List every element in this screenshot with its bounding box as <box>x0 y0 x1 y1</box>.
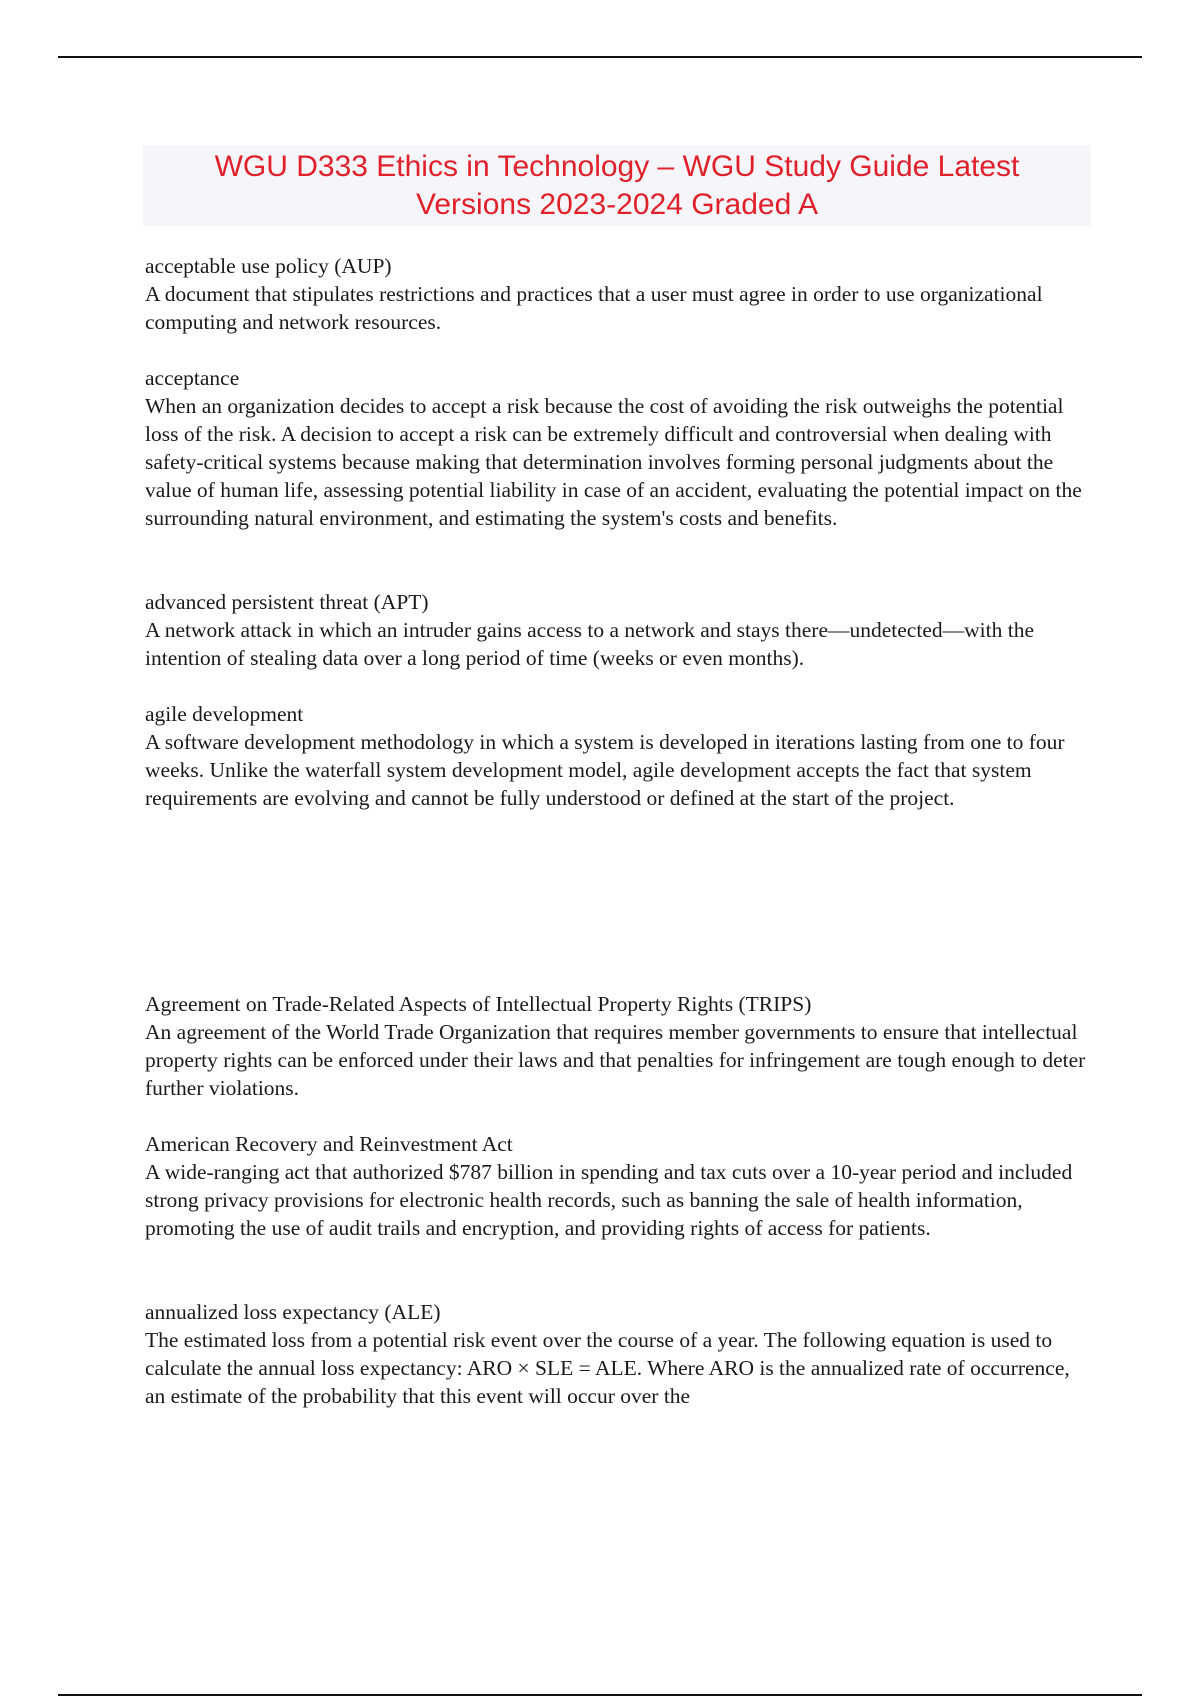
glossary-term: acceptance <box>145 366 240 390</box>
glossary-entry <box>145 588 1095 672</box>
glossary-definition: When an organization decides to accept a risk because the cost of avoiding the risk outweighs the potential loss of the risk. A decision to accept a risk can be extremely difficult and controversial when dealing with safety-critical systems because making that determination involves forming personal judgments about the value of human life, assessing potential liability in case of an accident, evaluating the potential impact on the surrounding natural environment, and estimating the system's costs and benefits. <box>145 394 1082 530</box>
glossary-term: acceptable use policy (AUP) <box>145 254 392 278</box>
glossary-definition: The estimated loss from a potential risk event over the course of a year. The following equation is used to calculate the annual loss expectancy: ARO × SLE = ALE. Where ARO is the annualized rate of occurrence, an estimate of the probability that this event will occur over the <box>145 1328 1070 1408</box>
document-title-banner <box>143 145 1091 226</box>
document-title-line-2: Versions 2023-2024 Graded A <box>416 187 818 221</box>
glossary-term: advanced persistent threat (APT) <box>145 590 429 614</box>
glossary-entry <box>145 1130 1095 1242</box>
glossary-entry <box>145 252 1095 336</box>
glossary-definition: An agreement of the World Trade Organization that requires member governments to ensure that intellectual property rights can be enforced under their laws and that penalties for infringement are tough enough to deter further violations. <box>145 1020 1086 1100</box>
glossary-term: American Recovery and Reinvestment Act <box>145 1132 513 1156</box>
glossary-term: annualized loss expectancy (ALE) <box>145 1300 441 1324</box>
document-title-line-1: WGU D333 Ethics in Technology – WGU Study Guide Latest <box>214 149 1020 183</box>
glossary-entry <box>145 1298 1095 1410</box>
glossary-term: agile development <box>145 702 304 726</box>
glossary-term: Agreement on Trade-Related Aspects of Intellectual Property Rights (TRIPS) <box>145 992 812 1016</box>
bottom-rule <box>58 1694 1142 1696</box>
glossary-definition: A document that stipulates restrictions and practices that a user must agree in order to use organizational computing and network resources. <box>145 282 1043 334</box>
top-rule <box>58 56 1142 58</box>
glossary-entry <box>145 990 1095 1102</box>
glossary-definition: A software development methodology in which a system is developed in iterations lasting from one to four weeks. Unlike the waterfall system development model, agile development accepts the fact that system requirements are evolving and cannot be fully understood or defined at the start of the project. <box>145 730 1065 810</box>
glossary-definition: A network attack in which an intruder gains access to a network and stays there—undetected—with the intention of stealing data over a long period of time (weeks or even months). <box>145 618 1034 670</box>
glossary-definition: A wide-ranging act that authorized $787 billion in spending and tax cuts over a 10-year period and included strong privacy provisions for electronic health records, such as banning the sale of health information, promoting the use of audit trails and encryption, and providing rights of access for patients. <box>145 1160 1073 1240</box>
glossary-entry <box>145 364 1095 532</box>
glossary-entry <box>145 700 1095 812</box>
